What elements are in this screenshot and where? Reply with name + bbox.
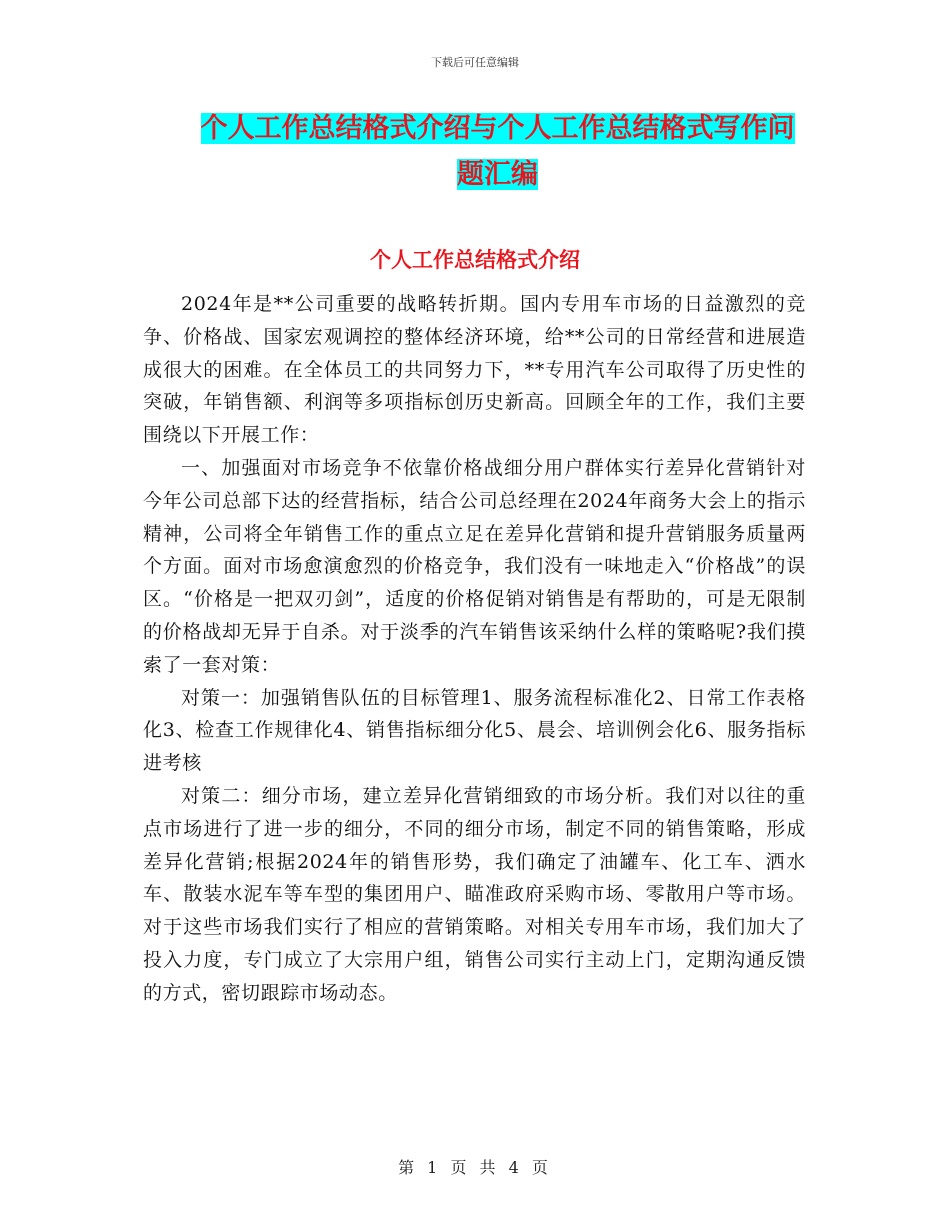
paragraph-strategy-one: 对策一：加强销售队伍的目标管理1、服务流程标准化2、日常工作表格化3、检查工作规律化4、销售指标细分化5、晨会、培训例会化6、服务指标进考核 [143,686,806,775]
section-title: 个人工作总结格式介绍 [370,248,580,272]
document-title [190,106,805,198]
header-note: 下载后可任意编辑 [431,56,519,69]
body-text [143,288,806,1010]
document-title-text: 个人工作总结格式介绍与个人工作总结格式写作问题汇编 [200,113,795,190]
page-footer: 第 1 页 共 4 页 [398,1158,552,1177]
paragraph-intro: 2024年是**公司重要的战略转折期。国内专用车市场的日益激烈的竞争、价格战、国家宏观调控的整体经济环境，给**公司的日常经营和进展造成很大的困难。在全体员工的共同努力下，**专用汽车公司取得了历史性的突破，年销售额、利润等多项指标创历史新高。回顾全年的工作，我们主要围绕以下开展工作： [143,293,806,447]
paragraph-strategy-two: 对策二：细分市场，建立差异化营销细致的市场分析。我们对以往的重点市场进行了进一步的细分，不同的细分市场，制定不同的销售策略，形成差异化营销;根据2024年的销售形势，我们确定了油罐车、化工车、洒水车、散装水泥车等车型的集团用户、瞄准政府采购市场、零散用户等市场。对于这些市场我们实行了相应的营销策略。对相关专用车市场，我们加大了投入力度，专门成立了大宗用户组，销售公司实行主动上门，定期沟通反馈的方式，密切跟踪市场动态。 [143,784,806,1004]
paragraph-point-one: 一、加强面对市场竞争不依靠价格战细分用户群体实行差异化营销针对今年公司总部下达的经营指标，结合公司总经理在2024年商务大会上的指示精神，公司将全年销售工作的重点立足在差异化营销和提升营销服务质量两个方面。面对市场愈演愈烈的价格竞争，我们没有一味地走入“价格战”的误区。“价格是一把双刃剑”，适度的价格促销对销售是有帮助的，可是无限制的价格战却无异于自杀。对于淡季的汽车销售该采纳什么样的策略呢?我们摸索了一套对策： [143,456,806,676]
